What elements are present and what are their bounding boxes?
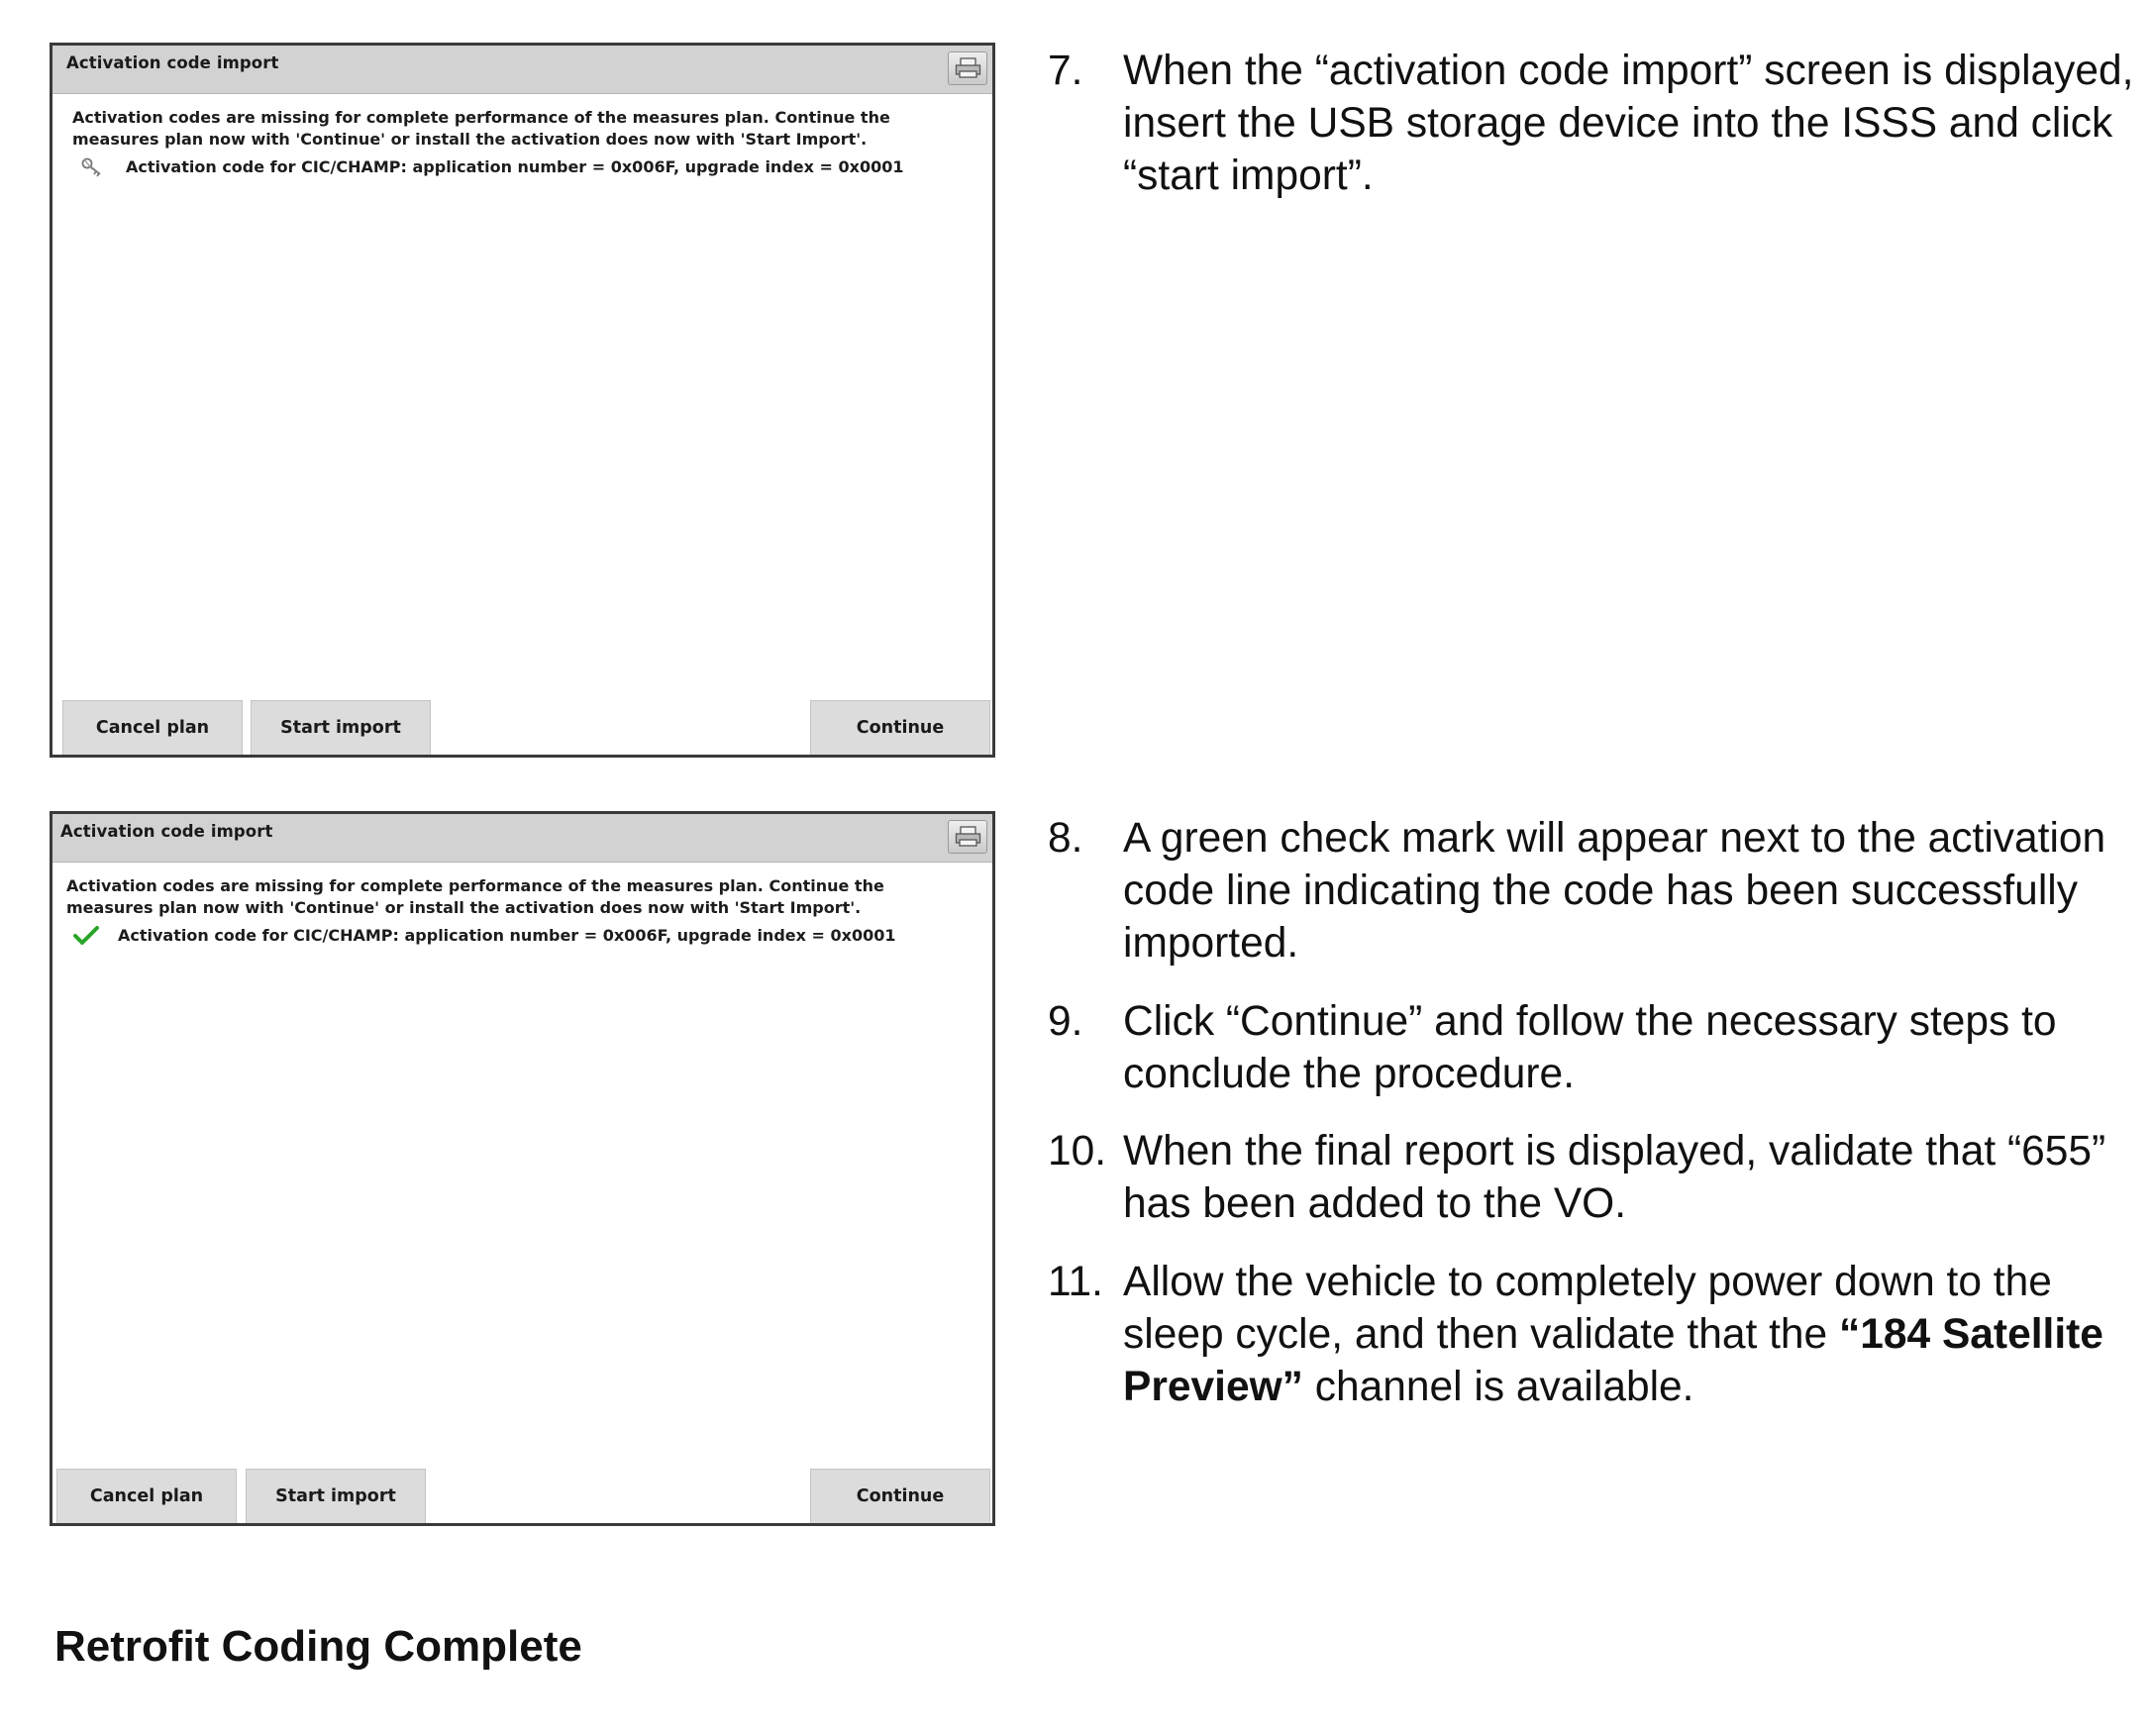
print-icon[interactable] [948,820,987,854]
continue-button[interactable]: Continue [810,1469,990,1523]
activation-code-text: Activation code for CIC/CHAMP: application number = 0x006F, upgrade index = 0x0001 [118,926,896,945]
instruction-step-7 [1048,45,2137,202]
activation-code-text: Activation code for CIC/CHAMP: application number = 0x006F, upgrade index = 0x0001 [126,157,904,176]
cancel-plan-button[interactable]: Cancel plan [56,1469,237,1523]
start-import-button[interactable]: Start import [251,700,431,755]
step-text: When the final report is displayed, validate that “655” has been added to the VO. [1123,1128,2106,1227]
step-text-part: channel is available. [1302,1364,1694,1410]
step-number: 8. [1048,815,1083,862]
instruction-step-9 [1048,995,2137,1100]
dialog-title: Activation code import [60,822,273,841]
activation-import-dialog-after [50,811,995,1526]
step-text: When the “activation code import” screen is displayed, insert the USB storage device into the ISSS and click “start import”. [1123,48,2134,199]
section-heading: Retrofit Coding Complete [54,1622,582,1671]
step-number: 10. [1048,1128,1107,1174]
green-check-icon [72,925,100,947]
cancel-plan-button[interactable]: Cancel plan [62,700,243,755]
step-number: 7. [1048,48,1083,94]
step-text [1123,1256,2137,1413]
dialog-content [66,875,963,947]
dialog-message: Activation codes are missing for complete performance of the measures plan. Continue the measures plan now with 'Continue' or install the activation does now with 'Start Import'. [72,108,890,149]
pending-key-icon [78,156,106,178]
start-import-button[interactable]: Start import [246,1469,426,1523]
dialog-title: Activation code import [66,53,279,72]
step-number: 11. [1048,1259,1103,1305]
dialog-titlebar [52,814,992,863]
instruction-step-11 [1048,1256,2137,1413]
activation-code-line [72,156,918,178]
instruction-step-8 [1048,812,2137,970]
dialog-content [72,107,969,178]
dialog-titlebar [52,46,992,94]
activation-code-line [66,925,910,947]
step-text: Click “Continue” and follow the necessary steps to conclude the procedure. [1123,998,2057,1097]
instruction-step-10 [1048,1125,2137,1230]
dialog-message: Activation codes are missing for complete performance of the measures plan. Continue the measures plan now with 'Continue' or install the activation does now with 'Start Import'. [66,876,884,917]
channel-name: “184 Satellite Preview” [1123,1311,2103,1410]
activation-import-dialog-before [50,43,995,758]
print-icon[interactable] [948,51,987,85]
step-text: A green check mark will appear next to the activation code line indicating the code has been successfully imported. [1123,815,2106,967]
continue-button[interactable]: Continue [810,700,990,755]
step-text-part: Allow the vehicle to completely power down to the sleep cycle, and then validate that the [1123,1259,2052,1358]
step-number: 9. [1048,998,1083,1045]
